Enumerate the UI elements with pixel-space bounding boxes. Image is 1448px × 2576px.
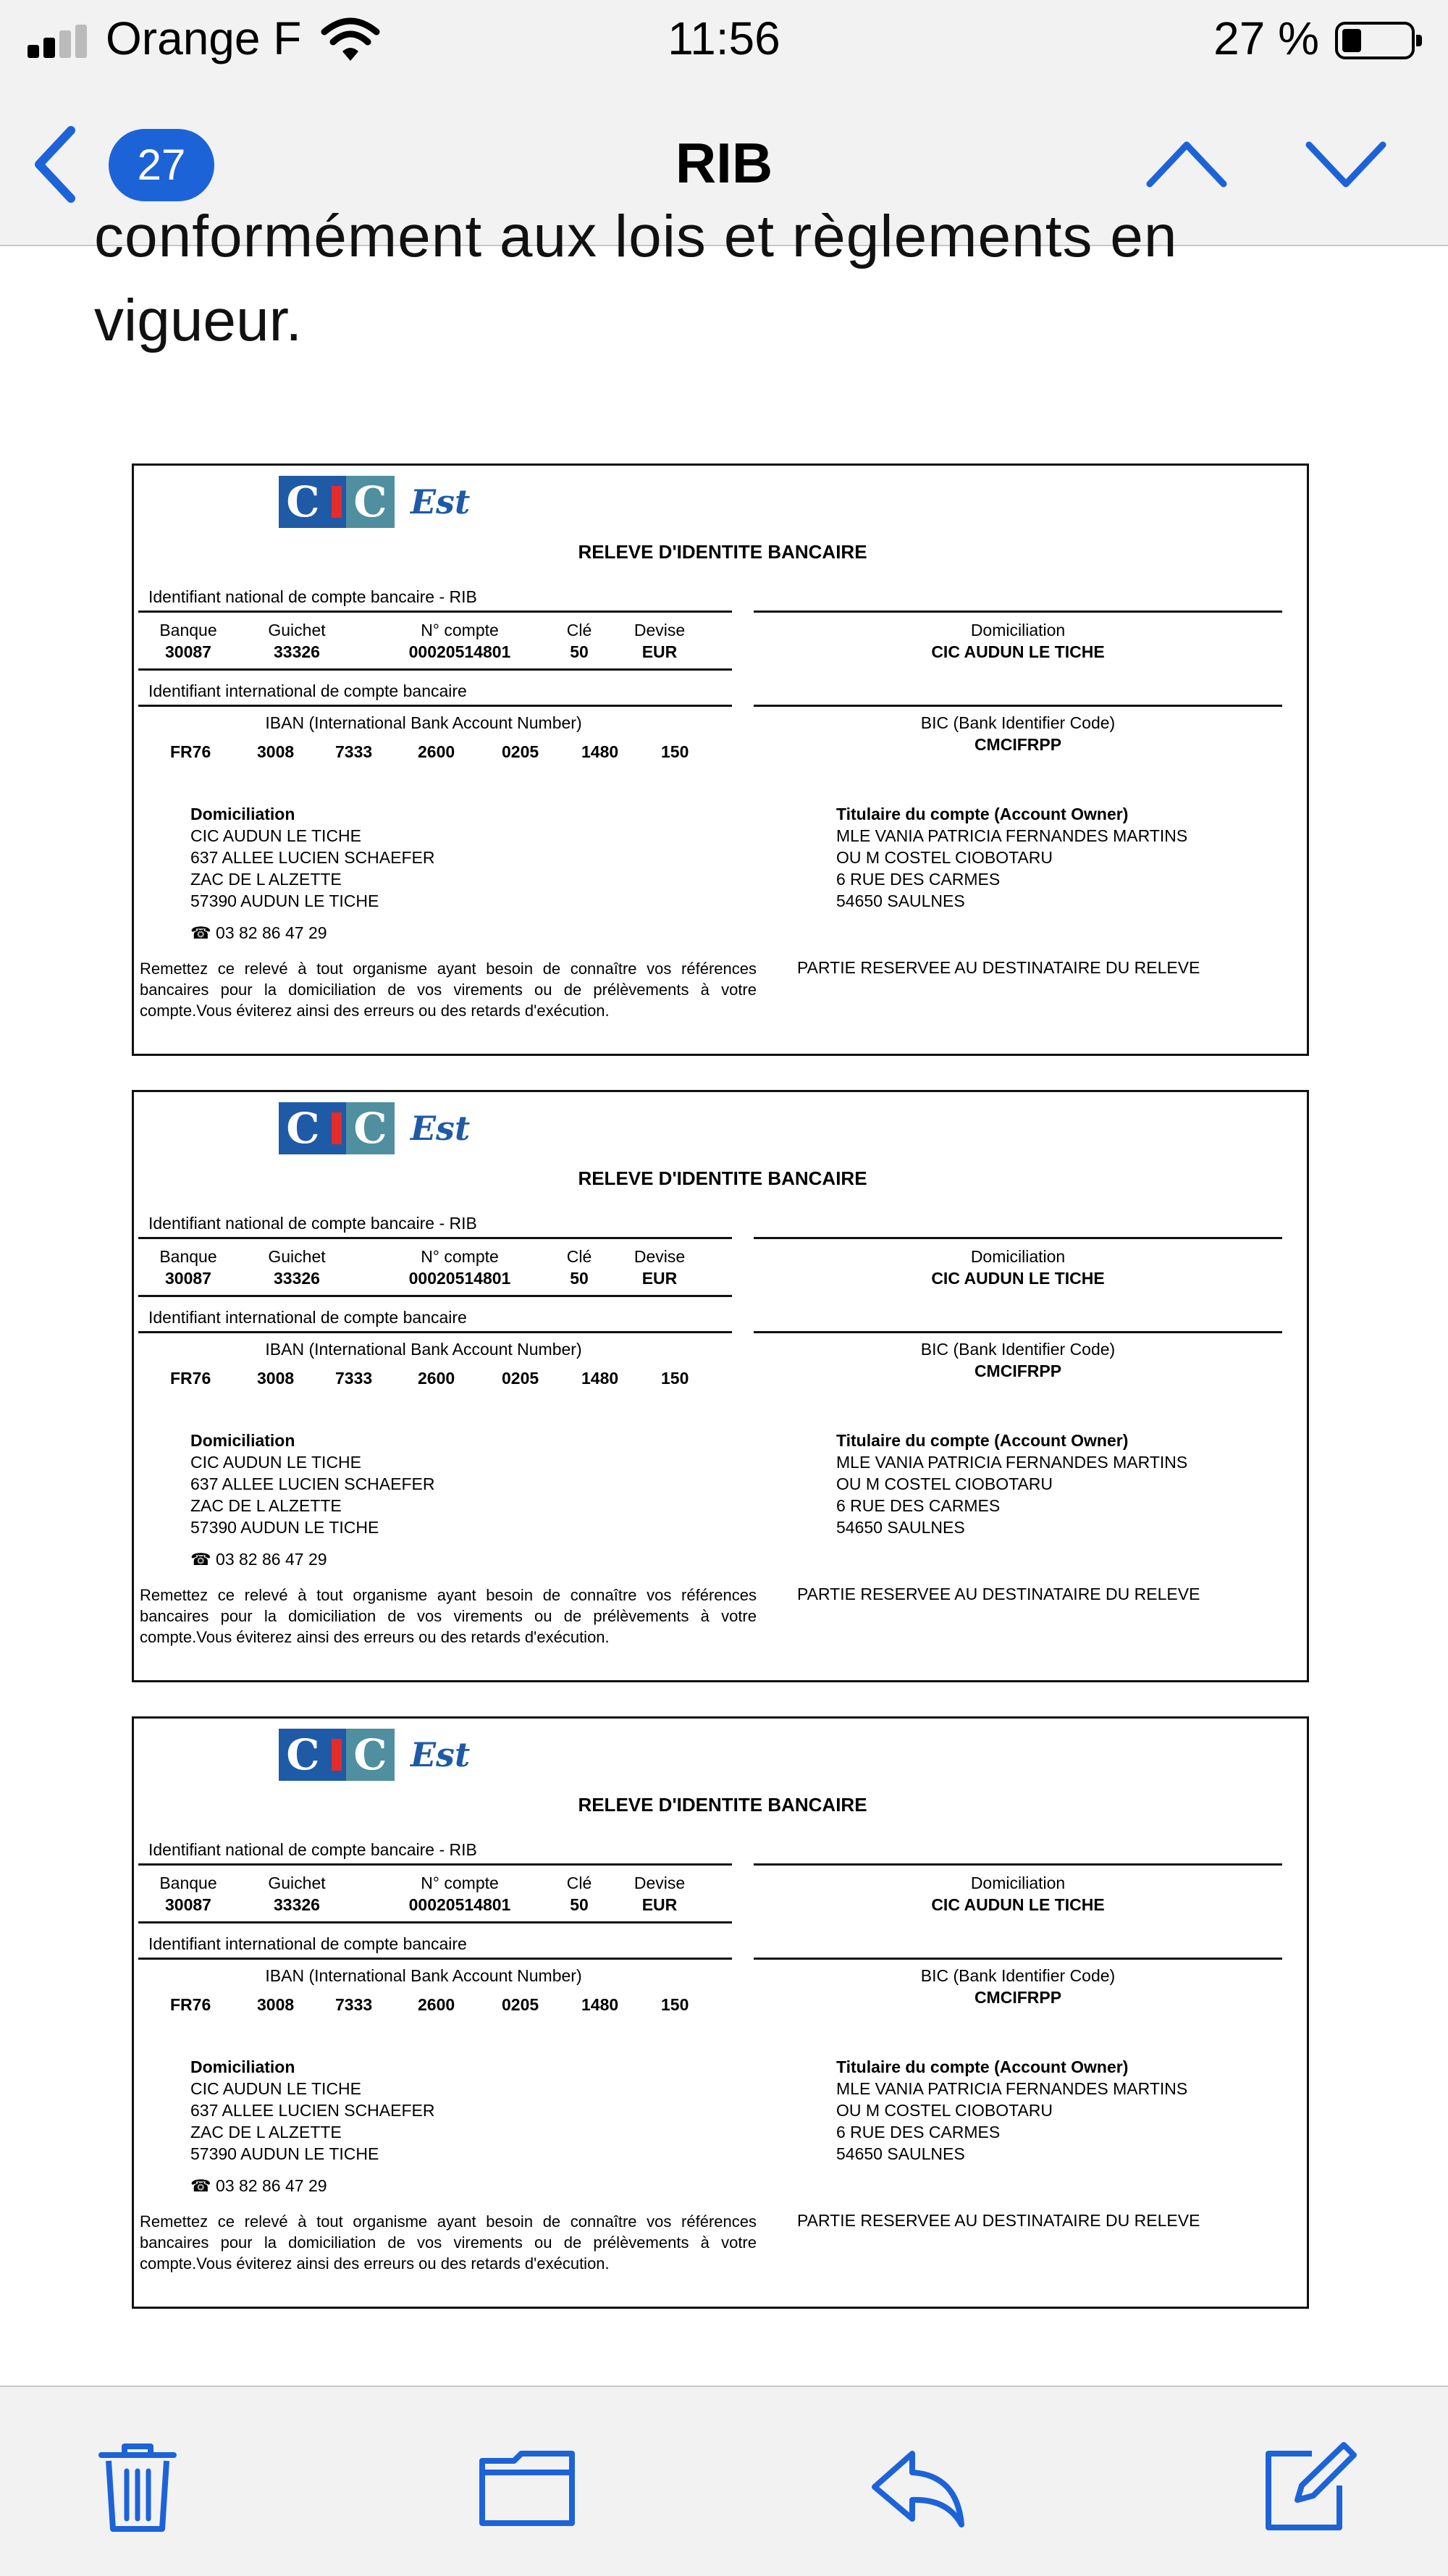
divider — [754, 705, 1282, 707]
email-text-line: vigueur. — [94, 288, 303, 353]
divider — [754, 1331, 1282, 1333]
national-id-label: Identifiant national de compte bancaire - RIB — [148, 587, 477, 606]
account-number: N° compte 00020514801 — [408, 621, 511, 661]
rib-document: C C Est RELEVE D'IDENTITE BANCAIRE Identifiant national de compte bancaire - RIB Banque 30087 Guichet 33326 N° compte 00020514801 Clé 50 Devise EUR Domiciliation CIC AUDUN LE TICHE Identifiant international de compte bancaire IBAN (International Bank Account Number) FR76 3008 7333 2600 0205 1480 150 BIC (Bank Identifier Code) CMCIFRPP Domiciliation CIC AUDUN LE TICHE 637 ALLEE LUCIEN SCHAEFER ZAC DE L ALZETTE 57390 AUDUN LE TICHE ☎ 03 82 86 47 29 Titulaire du compte (Account Owner) MLE VANIA PATRICIA FERNANDES MARTINS OU M COSTEL CIOBOTARU 6 RUE DES CARMES 54650 SAULNES Remettez ce relevé à tout organisme ayant besoin de connaître vos références bancaires pour la domiciliation de vos virements ou de prélèvements à votre compte.Vous éviterez ainsi des erreurs ou des retards d'exécution. PARTIE RESERVEE AU DESTINATAIRE DU RELEVE — [132, 1090, 1309, 1682]
trash-icon[interactable] — [87, 2439, 188, 2533]
divider — [138, 1331, 732, 1333]
international-id-label: Identifiant international de compte bancaire — [148, 1934, 467, 1953]
carrier-name: Orange F — [106, 12, 302, 64]
rib-title: RELEVE D'IDENTITE BANCAIRE — [578, 541, 867, 563]
iban-header: IBAN (International Bank Account Number) — [265, 1340, 582, 1359]
iban-header: IBAN (International Bank Account Number) — [265, 1966, 582, 1985]
phone-number: ☎ 03 82 86 47 29 — [190, 2176, 327, 2195]
nav-title: RIB — [675, 131, 773, 195]
bank-code: Banque 30087 — [159, 1874, 217, 1914]
currency: Devise EUR — [634, 1874, 686, 1914]
phone-number: ☎ 03 82 86 47 29 — [190, 1550, 327, 1569]
divider — [138, 1863, 732, 1866]
divider — [754, 611, 1282, 613]
bank-code: Banque 30087 — [159, 1247, 217, 1288]
battery-icon — [1335, 22, 1415, 59]
rib-title: RELEVE D'IDENTITE BANCAIRE — [578, 1794, 867, 1816]
account-owner: Titulaire du compte (Account Owner) MLE VANIA PATRICIA FERNANDES MARTINS OU M COSTEL CIOBOTARU 6 RUE DES CARMES 54650 SAULNES — [836, 805, 1188, 910]
currency: Devise EUR — [634, 1247, 686, 1288]
email-text-cut: conformément aux lois et règlements en — [94, 204, 1178, 269]
rib-title: RELEVE D'IDENTITE BANCAIRE — [578, 1167, 867, 1189]
divider — [138, 1958, 732, 1960]
rib-key: Clé 50 — [566, 1247, 592, 1288]
account-number: N° compte 00020514801 — [408, 1247, 511, 1288]
recipient-reserved-text: PARTIE RESERVEE AU DESTINATAIRE DU RELEVE — [797, 958, 1200, 977]
phone-icon: ☎ — [190, 1550, 211, 1569]
domiciliation-summary: Domiciliation CIC AUDUN LE TICHE — [931, 1874, 1105, 1914]
previous-message-icon[interactable] — [1144, 132, 1229, 197]
domiciliation-summary: Domiciliation CIC AUDUN LE TICHE — [931, 1247, 1105, 1288]
branch-code: Guichet 33326 — [268, 1874, 326, 1914]
divider — [754, 1863, 1282, 1866]
account-number: N° compte 00020514801 — [408, 1874, 511, 1914]
divider — [138, 1295, 732, 1297]
recipient-reserved-text: PARTIE RESERVEE AU DESTINATAIRE DU RELEVE — [797, 2211, 1200, 2230]
notice-text: Remettez ce relevé à tout organisme ayant besoin de connaître vos références bancaires pour la domiciliation de vos virements ou de prélèvements à votre compte.Vous éviterez ainsi des erreurs ou des retards d'exécution. — [140, 960, 757, 1020]
national-id-label: Identifiant national de compte bancaire - RIB — [148, 1840, 477, 1859]
battery-percent: 27 % — [1213, 12, 1319, 64]
back-count-badge[interactable]: 27 — [109, 129, 214, 201]
account-owner: Titulaire du compte (Account Owner) MLE VANIA PATRICIA FERNANDES MARTINS OU M COSTEL CIOBOTARU 6 RUE DES CARMES 54650 SAULNES — [836, 1431, 1188, 1537]
bank-code: Banque 30087 — [159, 621, 217, 661]
branch-code: Guichet 33326 — [268, 621, 326, 661]
iban-header: IBAN (International Bank Account Number) — [265, 713, 582, 732]
domiciliation-address: Domiciliation CIC AUDUN LE TICHE 637 ALLEE LUCIEN SCHAEFER ZAC DE L ALZETTE 57390 AUDUN LE TICHE — [190, 2057, 435, 2163]
currency: Devise EUR — [634, 621, 686, 661]
phone-icon: ☎ — [190, 923, 211, 942]
clock: 11:56 — [668, 12, 780, 64]
notice-text: Remettez ce relevé à tout organisme ayant besoin de connaître vos références bancaires pour la domiciliation de vos virements ou de prélèvements à votre compte.Vous éviterez ainsi des erreurs ou des retards d'exécution. — [140, 2212, 757, 2273]
divider — [138, 1921, 732, 1923]
account-owner: Titulaire du compte (Account Owner) MLE VANIA PATRICIA FERNANDES MARTINS OU M COSTEL CIOBOTARU 6 RUE DES CARMES 54650 SAULNES — [836, 2057, 1188, 2163]
divider — [754, 1958, 1282, 1960]
domiciliation-address: Domiciliation CIC AUDUN LE TICHE 637 ALLEE LUCIEN SCHAEFER ZAC DE L ALZETTE 57390 AUDUN LE TICHE — [190, 805, 435, 910]
divider — [138, 611, 732, 613]
message-body[interactable] — [0, 204, 1448, 2386]
folder-icon[interactable] — [476, 2439, 578, 2533]
bic-block: BIC (Bank Identifier Code) CMCIFRPP — [920, 713, 1116, 754]
divider — [754, 1237, 1282, 1239]
recipient-reserved-text: PARTIE RESERVEE AU DESTINATAIRE DU RELEVE — [797, 1585, 1200, 1603]
international-id-label: Identifiant international de compte bancaire — [148, 1308, 467, 1327]
rib-document: C C Est RELEVE D'IDENTITE BANCAIRE Identifiant national de compte bancaire - RIB Banque 30087 Guichet 33326 N° compte 00020514801 Clé 50 Devise EUR Domiciliation CIC AUDUN LE TICHE Identifiant international de compte bancaire IBAN (International Bank Account Number) FR76 3008 7333 2600 0205 1480 150 BIC (Bank Identifier Code) CMCIFRPP Domiciliation CIC AUDUN LE TICHE 637 ALLEE LUCIEN SCHAEFER ZAC DE L ALZETTE 57390 AUDUN LE TICHE ☎ 03 82 86 47 29 Titulaire du compte (Account Owner) MLE VANIA PATRICIA FERNANDES MARTINS OU M COSTEL CIOBOTARU 6 RUE DES CARMES 54650 SAULNES Remettez ce relevé à tout organisme ayant besoin de connaître vos références bancaires pour la domiciliation de vos virements ou de prélèvements à votre compte.Vous éviterez ainsi des erreurs ou des retards d'exécution. PARTIE RESERVEE AU DESTINATAIRE DU RELEVE — [132, 1716, 1309, 2309]
bottom-toolbar — [0, 2386, 1448, 2576]
rib-key: Clé 50 — [566, 621, 592, 661]
status-bar — [0, 0, 1448, 78]
bic-block: BIC (Bank Identifier Code) CMCIFRPP — [920, 1340, 1116, 1380]
divider — [138, 668, 732, 671]
national-id-label: Identifiant national de compte bancaire - RIB — [148, 1214, 477, 1233]
domiciliation-address: Domiciliation CIC AUDUN LE TICHE 637 ALLEE LUCIEN SCHAEFER ZAC DE L ALZETTE 57390 AUDUN LE TICHE — [190, 1431, 435, 1537]
rib-key: Clé 50 — [566, 1874, 592, 1914]
domiciliation-summary: Domiciliation CIC AUDUN LE TICHE — [931, 621, 1105, 661]
divider — [138, 1237, 732, 1239]
branch-code: Guichet 33326 — [268, 1247, 326, 1288]
phone-icon: ☎ — [190, 2176, 211, 2195]
reply-icon[interactable] — [867, 2439, 969, 2533]
rib-document: C C Est RELEVE D'IDENTITE BANCAIRE Identifiant national de compte bancaire - RIB Banque 30087 Guichet 33326 N° compte 00020514801 Clé 50 Devise EUR Domiciliation CIC AUDUN LE TICHE Identifiant international de compte bancaire IBAN (International Bank Account Number) FR76 3008 7333 2600 0205 1480 150 BIC (Bank Identifier Code) CMCIFRPP Domiciliation CIC AUDUN LE TICHE 637 ALLEE LUCIEN SCHAEFER ZAC DE L ALZETTE 57390 AUDUN LE TICHE ☎ 03 82 86 47 29 Titulaire du compte (Account Owner) MLE VANIA PATRICIA FERNANDES MARTINS OU M COSTEL CIOBOTARU 6 RUE DES CARMES 54650 SAULNES Remettez ce relevé à tout organisme ayant besoin de connaître vos références bancaires pour la domiciliation de vos virements ou de prélèvements à votre compte.Vous éviterez ainsi des erreurs ou des retards d'exécution. PARTIE RESERVEE AU DESTINATAIRE DU RELEVE — [132, 463, 1309, 1056]
compose-icon[interactable] — [1258, 2439, 1360, 2533]
notice-text: Remettez ce relevé à tout organisme ayant besoin de connaître vos références bancaires pour la domiciliation de vos virements ou de prélèvements à votre compte.Vous éviterez ainsi des erreurs ou des retards d'exécution. — [140, 1586, 757, 1646]
cic-logo: C C Est — [279, 476, 470, 528]
phone-number: ☎ 03 82 86 47 29 — [190, 923, 327, 942]
cic-logo: C C Est — [279, 1729, 470, 1781]
cic-logo: C C Est — [279, 1102, 470, 1154]
divider — [138, 705, 732, 707]
international-id-label: Identifiant international de compte bancaire — [148, 681, 467, 700]
bic-block: BIC (Bank Identifier Code) CMCIFRPP — [920, 1966, 1116, 2007]
next-message-icon[interactable] — [1303, 132, 1389, 197]
